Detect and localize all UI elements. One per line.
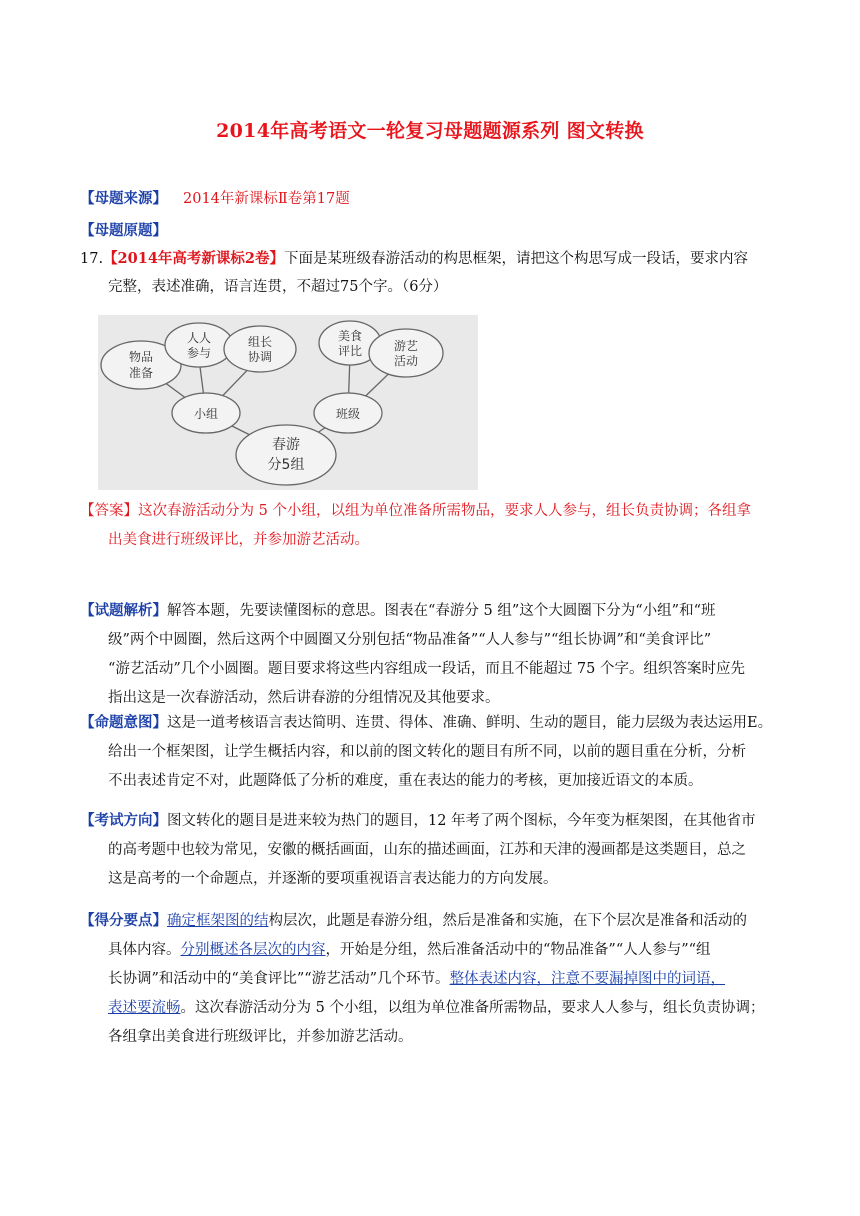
direction-line-1: 图文转化的题目是进来较为热门的题目，12 年考了两个图标，今年变为框架图，在其他省市 xyxy=(167,813,756,829)
source-line xyxy=(80,188,350,210)
scoring-tag: 【得分要点】 xyxy=(80,912,167,929)
scoring-link-3[interactable]: 整体表述内容，注意不要漏掉图中的词语， xyxy=(449,971,726,987)
root-label-b: 分5组 xyxy=(267,457,305,473)
analysis-block xyxy=(80,596,784,713)
answer-tag: 【答案】 xyxy=(80,503,138,519)
intent-line-3: 不出表述肯定不对，此题降低了分析的难度，重在表达的能力的考核，更加接近语文的本质。 xyxy=(108,773,703,789)
diagram-svg xyxy=(98,315,478,490)
mid-label-right: 班级 xyxy=(335,407,361,421)
leaf-label-5a: 游艺 xyxy=(393,339,419,353)
intent-line-2: 给出一个框架图，让学生概括内容，和以前的图文转化的题目有所不同，以前的题目重在分析，分析 xyxy=(108,744,746,760)
direction-line-2: 的高考题中也较为常见，安徽的概括画面，山东的描述画面，江苏和天津的漫画都是这类题目，总之 xyxy=(108,842,746,858)
analysis-line-4: 指出这是一次春游活动，然后讲春游的分组情况及其他要求。 xyxy=(108,690,500,706)
direction-line-3: 这是高考的一个命题点，并逐渐的要项重视语言表达能力的方向发展。 xyxy=(108,871,558,887)
answer-block xyxy=(80,497,784,555)
source-tag: 【母题来源】 xyxy=(80,190,167,207)
scoring-text-1: 构层次，此题是春游分组，然后是准备和实施，在下个层次是准备和活动的 xyxy=(268,913,747,929)
scoring-link-1[interactable]: 确定框架图的结 xyxy=(167,913,269,929)
question-line-1 xyxy=(80,248,748,270)
leaf-label-1b: 准备 xyxy=(128,366,154,380)
scoring-line-5: 各组拿出美食进行班级评比，并参加游艺活动。 xyxy=(108,1029,413,1045)
analysis-line-1: 解答本题，先要读懂图标的意思。图表在“春游分 5 组”这个大圆圈下分为“小组”和“班 xyxy=(167,603,716,619)
scoring-block xyxy=(80,906,784,1052)
analysis-line-2: 级”两个中圆圈，然后这两个中圆圈又分别包括“物品准备”“人人参与”“组长协调”和“美食评比” xyxy=(108,632,712,648)
direction-block xyxy=(80,806,784,894)
leaf-label-1a: 物品 xyxy=(128,350,154,364)
scoring-link-4[interactable]: 表述要流畅 xyxy=(108,1000,181,1016)
scoring-text-3a: 长协调”和活动中的“美食评比”“游艺活动”几个环节。 xyxy=(108,971,450,987)
scoring-line-3 xyxy=(80,965,784,994)
scoring-line-4 xyxy=(80,994,784,1023)
scoring-link-2[interactable]: 分别概述各层次的内容 xyxy=(180,942,326,958)
leaf-label-3b: 协调 xyxy=(247,350,273,364)
original-tag: 【母题原题】 xyxy=(80,222,167,239)
leaf-label-4a: 美食 xyxy=(337,329,363,343)
leaf-label-5b: 活动 xyxy=(393,354,419,368)
question-text-2: 完整，表述准确，语言连贯，不超过75个字。（6分） xyxy=(108,279,448,295)
leaf-label-4b: 评比 xyxy=(337,344,363,358)
answer-line-1: 这次春游活动分为 5 个小组，以组为单位准备所需物品，要求人人参与，组长负责协调；各组拿 xyxy=(138,503,751,519)
question-line-2 xyxy=(108,276,447,298)
concept-diagram xyxy=(98,315,478,490)
question-number: 17. xyxy=(80,251,104,267)
leaf-node-3 xyxy=(224,326,296,372)
leaf-label-2a: 人人 xyxy=(186,331,212,345)
question-tag: 【2014年高考新课标2卷】 xyxy=(103,250,285,267)
direction-tag: 【考试方向】 xyxy=(80,812,167,829)
analysis-line-3: “游艺活动”几个小圆圈。题目要求将这些内容组成一段话，而且不能超过 75 个字。组织答案时应先 xyxy=(108,661,745,677)
page-title: 2014年高考语文一轮复习母题题源系列 图文转换 xyxy=(216,120,644,142)
mid-label-left: 小组 xyxy=(193,407,219,421)
intent-tag: 【命题意图】 xyxy=(80,714,167,731)
scoring-text-2a: 具体内容。 xyxy=(108,942,181,958)
leaf-label-2b: 参与 xyxy=(186,346,212,360)
leaf-label-3a: 组长 xyxy=(247,335,273,349)
intent-block xyxy=(80,708,784,796)
answer-line-2: 出美食进行班级评比，并参加游艺活动。 xyxy=(108,532,369,548)
scoring-line-2 xyxy=(80,936,784,965)
original-line xyxy=(80,220,167,242)
intent-line-1: 这是一道考核语言表达简明、连贯、得体、准确、鲜明、生动的题目，能力层级为表达运用E。 xyxy=(167,715,773,731)
source-text: 2014年新课标Ⅱ卷第17题 xyxy=(183,191,350,207)
scoring-text-4: 。这次春游活动分为 5 个小组，以组为单位准备所需物品，要求人人参与，组长负责协调； xyxy=(180,1000,765,1016)
leaf-node-2 xyxy=(165,323,233,367)
root-label-a: 春游 xyxy=(272,437,300,453)
question-text-1: 下面是某班级春游活动的构思框架，请把这个构思写成一段话，要求内容 xyxy=(284,251,749,267)
leaf-node-5 xyxy=(369,329,443,377)
analysis-tag: 【试题解析】 xyxy=(80,602,167,619)
root-node xyxy=(236,425,336,485)
scoring-text-2b: ，开始是分组，然后准备活动中的“物品准备”“人人参与”“组 xyxy=(325,942,711,958)
